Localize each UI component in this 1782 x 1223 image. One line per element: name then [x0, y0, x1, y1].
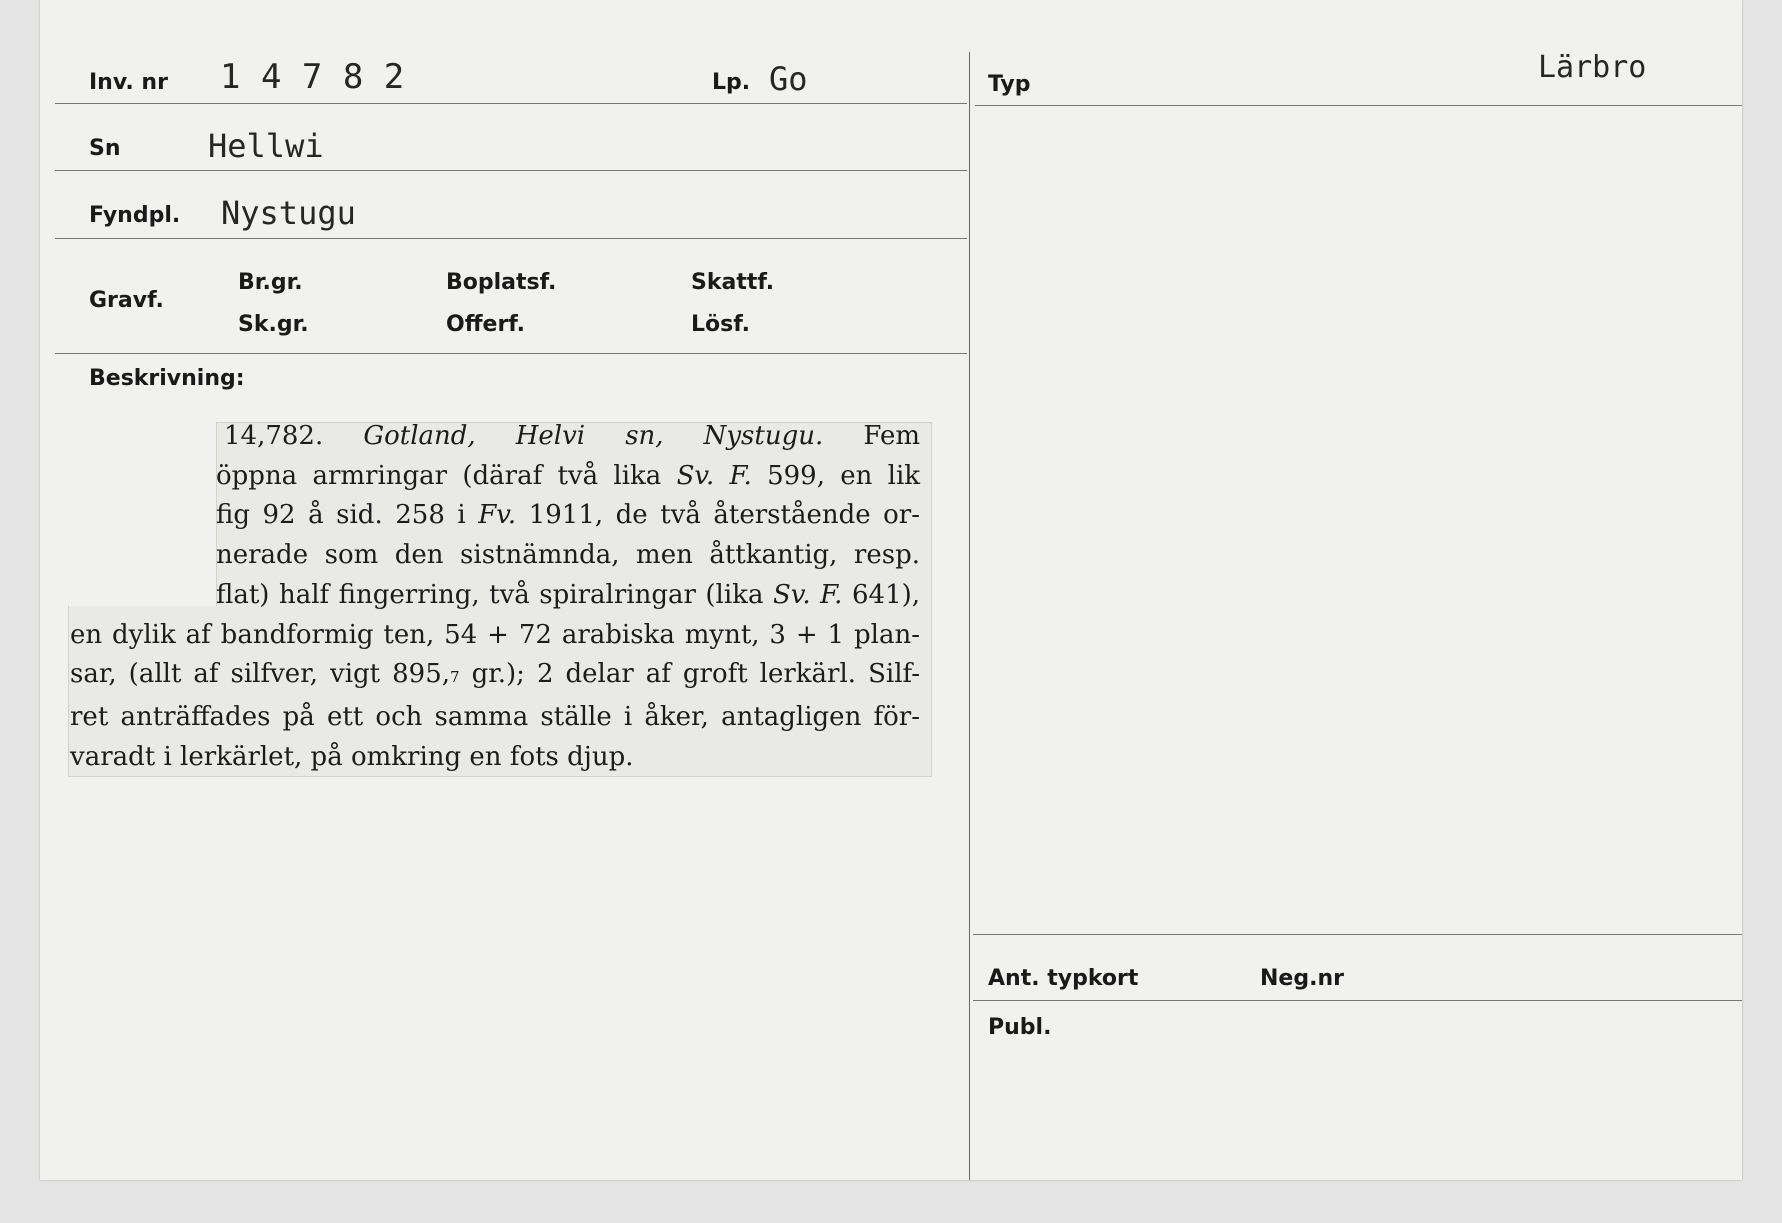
typ-value: Lärbro: [1538, 50, 1647, 85]
rule-vertical: [969, 52, 970, 1180]
description-line-9: varadt i lerkärlet, på omkring en fots djup.: [70, 741, 634, 772]
offerf-label: Offerf.: [446, 312, 526, 337]
beskrivning-label: Beskrivning:: [89, 366, 245, 391]
description-text: [70, 417, 920, 777]
sn-value: Hellwi: [208, 127, 324, 165]
rule-ant: [973, 934, 1742, 935]
description-line-4: nerade som den sistnämnda, men åttkantig, resp.: [216, 540, 920, 571]
description-line-2: öppna armringar (däraf två lika Sv. F. 599, en lik: [216, 460, 921, 491]
rule-fyndpl: [55, 238, 967, 239]
fyndpl-label: Fyndpl.: [89, 203, 181, 228]
skgr-label: Sk.gr.: [238, 312, 309, 337]
fyndpl-value: Nystugu: [221, 194, 356, 232]
lp-value: Go: [769, 60, 808, 98]
typ-label: Typ: [988, 72, 1031, 97]
description-line-5: flat) half fingerring, två spiralringar (lika Sv. F. 641),: [216, 579, 921, 610]
rule-typ: [975, 105, 1742, 106]
description-line-8: ret anträffades på ett och samma ställe i åker, antagligen för-: [70, 701, 920, 732]
lp-label: Lp.: [712, 70, 751, 95]
rule-gravf: [55, 353, 967, 354]
skattf-label: Skattf.: [691, 270, 775, 295]
description-line-3: fig 92 å sid. 258 i Fv. 1911, de två återstående or-: [216, 500, 920, 531]
publ-label: Publ.: [988, 1015, 1052, 1040]
negnr-label: Neg.nr: [1260, 966, 1344, 991]
gravf-label: Gravf.: [89, 288, 164, 313]
description-line-6: en dylik af bandformig ten, 54 + 72 arabiska mynt, 3 + 1 plan-: [70, 619, 920, 650]
inv-label: Inv. nr: [89, 70, 168, 95]
rule-inv: [55, 103, 967, 104]
sn-label: Sn: [89, 136, 121, 161]
rule-sn: [55, 170, 967, 171]
boplatsf-label: Boplatsf.: [446, 270, 557, 295]
brgr-label: Br.gr.: [238, 270, 303, 295]
description-line-1: 14,782. Gotland, Helvi sn, Nystugu. Fem: [224, 421, 921, 451]
losf-label: Lösf.: [691, 312, 750, 337]
description-line-7: sar, (allt af silfver, vigt 895,7 gr.); 2 delar af groft lerkärl. Silf-: [70, 659, 920, 690]
inv-value: 1 4 7 8 2: [220, 57, 405, 97]
rule-publ: [973, 1000, 1742, 1001]
ant-typkort-label: Ant. typkort: [988, 966, 1139, 991]
